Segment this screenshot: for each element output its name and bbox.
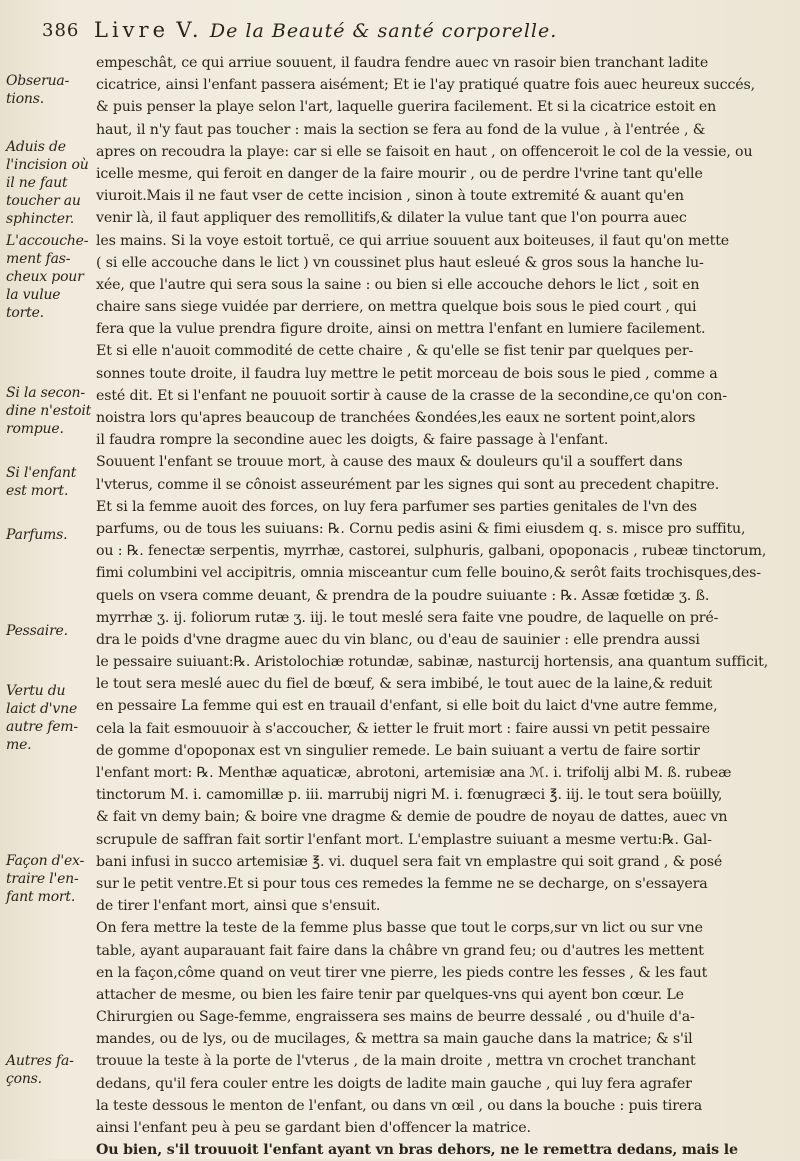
- margin-note-line: dine n'estoit: [6, 403, 92, 419]
- text-line: ainsi l'enfant peu à peu se gardant bien d'offencer la matrice.: [96, 1120, 531, 1136]
- text-line: en pessaire La femme qui est en trauail d'enfant, si elle boit du laict d'vne autre femme,: [96, 698, 718, 715]
- margin-note: [6, 464, 88, 500]
- page-header: [42, 18, 764, 48]
- margin-note: [6, 138, 88, 228]
- text-line: l'vterus, comme il se cônoist asseurément par les signes qui sont au precedent chapitre.: [96, 476, 720, 493]
- margin-note: [6, 384, 92, 438]
- text-line: le tout sera meslé auec du fiel de bœuf, & sera imbibé, le tout auec de la laine,& reduit: [96, 676, 713, 693]
- margin-note-line: Vertu du: [6, 683, 66, 699]
- text-line: cicatrice, ainsi l'enfant passera aisément; Et ie l'ay pratiqué quatre fois auec heureux succés,: [96, 77, 756, 94]
- main-text: [96, 52, 782, 1161]
- text-line: venir là, il faut appliquer des remollitifs,& dilater la vulue tant que l'on pourra auec: [96, 210, 687, 227]
- text-line: mandes, ou de lys, ou de mucilages, & mettra sa main gauche dans la matrice; & s'il: [96, 1031, 693, 1048]
- margin-note: [6, 1052, 88, 1088]
- text-line: parfums, ou de tous les suiuans: ℞. Cornu pedis asini & fimi eiusdem q. s. misce pro suffitu,: [96, 520, 746, 537]
- text-line: table, ayant auparauant fait faire dans la châbre vn grand feu; ou d'autres les mettent: [96, 942, 704, 959]
- running-title-book-number: V.: [176, 18, 203, 42]
- text-line: Ou bien, s'il trouuoit l'enfant ayant vn bras dehors, ne le remettra dedans, mais le: [96, 1142, 738, 1159]
- text-line: quels on vsera comme deuant, & prendra de la poudre suiuante : ℞. Assæ fœtidæ ʒ. ß.: [96, 587, 710, 604]
- margin-note-line: sphincter.: [6, 211, 75, 227]
- text-line: dra le poids d'vne dragme auec du vin blanc, ou d'eau de sauinier : elle prendra aussi: [96, 631, 700, 648]
- margin-note-line: autre fem-: [6, 719, 78, 735]
- text-line: viuroit.Mais il ne faut vser de cette incision , sinon à toute extremité & auant qu'en: [96, 188, 684, 205]
- text-line: sur le petit ventre.Et si pour tous ces remedes la femme ne se decharge, on s'essayera: [96, 875, 708, 892]
- text-line: il faudra rompre la secondine auec les doigts, & faire passage à l'enfant.: [96, 432, 609, 449]
- margin-note-line: est mort.: [6, 483, 69, 499]
- margin-note-line: L'accouche-: [6, 233, 89, 249]
- text-line: & fait vn demy bain; & boire vne dragme & demie de poudre de noyau de dattes, auec vn: [96, 809, 728, 826]
- text-line: ( si elle accouche dans le lict ) vn coussinet plus haut esleué & gros sous la hanche lu-: [96, 254, 704, 271]
- text-line: Et si la femme auoit des forces, on luy fera parfumer ses parties genitales de l'vn des: [96, 498, 697, 515]
- text-line: tinctorum M. i. camomillæ p. iii. marrubij nigri M. i. fœnugræci ℥. iij. le tout sera boüilly,: [96, 787, 723, 804]
- text-line: les mains. Si la voye estoit tortuë, ce qui arriue souuent aux boiteuses, il faut qu'on mette: [96, 232, 730, 249]
- margin-note-line: cheux pour: [6, 269, 84, 285]
- margin-note-line: torte.: [6, 305, 44, 321]
- text-line: chaire sans siege vuidée par derriere, on mettra quelque bois sous le pied court , qui: [96, 299, 697, 316]
- text-line: icelle mesme, qui feroit en danger de la faire mourir , ou de perdre l'vrine tant qu'elle: [96, 165, 703, 182]
- text-line: ou : ℞. fenectæ serpentis, myrrhæ, castorei, sulphuris, galbani, opoponacis , rubeæ tinctorum,: [96, 543, 767, 560]
- margin-note-line: l'incision où: [6, 157, 89, 173]
- margin-note-line: Aduis de: [6, 139, 66, 155]
- text-line: la teste dessous le menton de l'enfant, ou dans vn œil , ou dans la bouche : puis tirera: [96, 1097, 703, 1114]
- text-line: noistra lors qu'apres beaucoup de tranchées &ondées,les eaux ne sortent point,alors: [96, 410, 696, 426]
- text-line: l'enfant mort: ℞. Menthæ aquaticæ, abrotoni, artemisiæ ana ℳ. i. trifolij albi M. ß. rubeæ: [96, 765, 732, 781]
- margin-note-line: Si la secon-: [6, 385, 85, 401]
- text-line: haut, il n'y faut pas toucher : mais la section se fera au fond de la vulue , à l'entrée , &: [96, 121, 706, 138]
- margin-note: [6, 72, 88, 108]
- margin-note: [6, 232, 88, 322]
- running-title: [94, 18, 764, 42]
- text-line: dedans, qu'il fera couler entre les doigts de ladite main gauche , qui luy fera agrafer: [96, 1075, 692, 1092]
- text-line: de gomme d'opoponax est vn singulier remede. Le bain suiuant a vertu de faire sortir: [96, 742, 700, 759]
- text-line: scrupule de saffran fait sortir l'enfant mort. L'emplastre suiuant a mesme vertu:℞. Gal-: [96, 831, 712, 848]
- margin-note-line: çons.: [6, 1071, 42, 1087]
- margin-note: [6, 622, 88, 640]
- running-title-book: Livre: [94, 18, 169, 42]
- text-line: cela la fait esmouuoir à s'accoucher, & ietter le fruit mort : faire aussi vn petit pessaire: [96, 720, 710, 737]
- margin-note-line: Parfums.: [6, 527, 68, 543]
- text-line: Souuent l'enfant se trouue mort, à cause des maux & douleurs qu'il a souffert dans: [96, 454, 683, 471]
- text-line: Et si elle n'auoit commodité de cette chaire , & qu'elle se fist tenir par quelques per-: [96, 343, 694, 360]
- text-line: de tirer l'enfant mort, ainsi que s'ensuit.: [96, 898, 381, 915]
- text-line: apres on recoudra la playe: car si elle se faisoit en haut , on offenceroit le col de la vessie, ou: [96, 143, 753, 160]
- text-line: fera que la vulue prendra figure droite, ainsi on mettra l'enfant en lumiere facilement.: [96, 321, 706, 338]
- text-line: esté dit. Et si l'enfant ne pouuoit sortir à cause de la crasse de la secondine,ce qu'on con-: [96, 387, 727, 404]
- margin-note-line: il ne faut: [6, 175, 68, 191]
- margin-note-line: Façon d'ex-: [6, 853, 85, 869]
- text-line: en la façon,côme quand on veut tirer vne pierre, les pieds contre les fesses , & les faut: [96, 964, 708, 981]
- text-line: On fera mettre la teste de la femme plus basse que tout le corps,sur vn lict ou sur vne: [96, 920, 703, 937]
- margin-note-line: toucher au: [6, 193, 81, 209]
- text-line: sonnes toute droite, il faudra luy mettre le petit morceau de bois sous le pied , comme a: [96, 365, 718, 382]
- margin-note-line: rompue.: [6, 421, 64, 437]
- text-line: Chirurgien ou Sage-femme, engraissera ses mains de beurre dessalé , ou d'huile d'a-: [96, 1009, 695, 1026]
- margin-note: [6, 682, 88, 754]
- margin-note-line: la vulue: [6, 287, 61, 303]
- text-line: xée, que l'autre qui sera sous la saine : ou bien si elle accouche dehors le lict , soit en: [96, 276, 700, 293]
- margin-note: [6, 852, 88, 906]
- margin-note-line: Pessaire.: [6, 623, 68, 639]
- margin-note-line: laict d'vne: [6, 701, 78, 717]
- margin-note: [6, 526, 88, 544]
- text-line: & puis penser la playe selon l'art, laquelle guerira facilement. Et si la cicatrice estoit en: [96, 99, 717, 116]
- margin-note-line: me.: [6, 737, 32, 753]
- page-number: 386: [42, 20, 80, 41]
- text-line: fimi columbini vel accipitris, omnia misceantur cum felle bouino,& serôt faits trochisques,des-: [96, 565, 761, 582]
- margin-note-line: Obserua-: [6, 73, 70, 89]
- margin-note-line: ment fas-: [6, 251, 71, 267]
- margin-note-line: tions.: [6, 91, 44, 107]
- running-title-subject: De la Beauté & santé corporelle.: [209, 20, 558, 42]
- text-line: attacher de mesme, ou bien les faire tenir par quelques-vns qui ayent bon cœur. Le: [96, 986, 684, 1003]
- margin-note-line: Autres fa-: [6, 1053, 74, 1069]
- text-line: bani infusi in succo artemisiæ ℥. vi. duquel sera fait vn emplastre qui soit grand , & posé: [96, 853, 723, 870]
- margin-note-line: fant mort.: [6, 889, 76, 905]
- text-line: myrrhæ ʒ. ij. foliorum rutæ ʒ. iij. le tout meslé sera faite vne poudre, de laquelle on pré-: [96, 609, 719, 626]
- text-line: trouue la teste à la porte de l'vterus , de la main droite , mettra vn crochet tranchant: [96, 1053, 696, 1070]
- margin-note-line: Si l'enfant: [6, 465, 77, 481]
- text-line: le pessaire suiuant:℞. Aristolochiæ rotundæ, sabinæ, nasturcij hortensis, ana quantum sufficit,: [96, 654, 769, 671]
- margin-note-line: traire l'en-: [6, 871, 79, 887]
- text-line: empeschât, ce qui arriue souuent, il faudra fendre auec vn rasoir bien tranchant ladite: [96, 55, 709, 71]
